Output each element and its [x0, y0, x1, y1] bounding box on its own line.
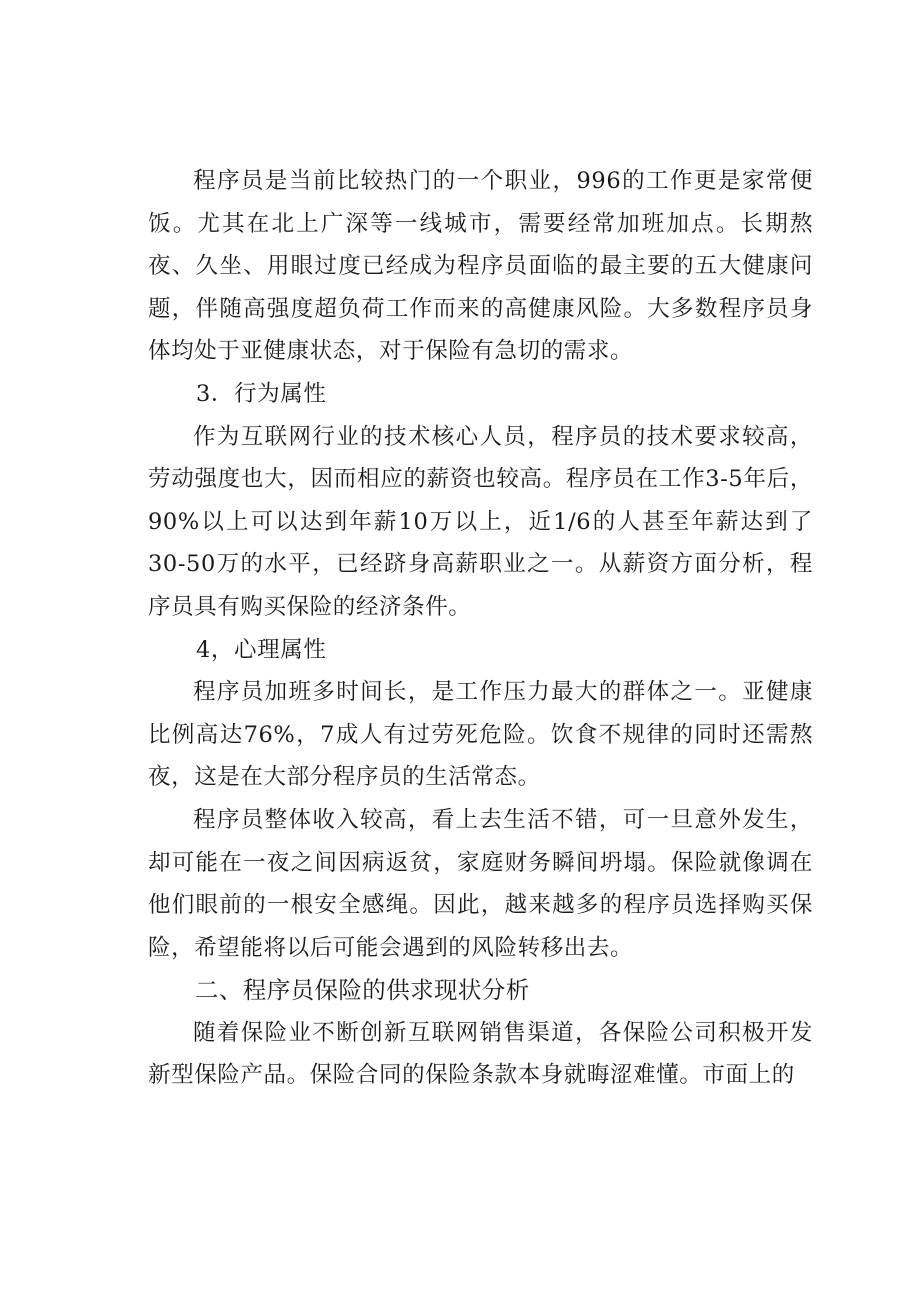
subheading-psychological-attributes: 4，心理属性	[196, 636, 327, 663]
section-heading-supply-demand: 二、程序员保险的供求现状分析	[195, 976, 530, 1005]
paragraph-insurance-need: 程序员整体收入较高，看上去生活不错，可一旦意外发生，却可能在一夜之间因病返贫，家庭财务瞬间坍塌。保险就像调在他们眼前的一根安全感绳。因此，越来越多的程序员选择购买保险，希望能将以后可能会遇到的风险转移出去。	[148, 806, 813, 961]
paragraph-income: 作为互联网行业的技术核心人员，程序员的技术要求较高，劳动强度也大，因而相应的薪资也较高。程序员在工作3-5年后，90%以上可以达到年薪10万以上，近1/6的人甚至年薪达到了30-50万的水平，已经跻身高薪职业之一。从薪资方面分析，程序员具有购买保险的经济条件。	[148, 423, 813, 620]
subheading-behavior-attributes: 3．行为属性	[196, 380, 327, 407]
paragraph-market-products: 随着保险业不断创新互联网销售渠道，各保险公司积极开发新型保险产品。保险合同的保险条款本身就晦涩难懂。市面上的	[148, 1019, 813, 1089]
paragraph-work-pressure: 程序员加班多时间长，是工作压力最大的群体之一。亚健康比例高达76%，7成人有过劳死危险。饮食不规律的同时还需熬夜，这是在大部分程序员的生活常态。	[148, 679, 813, 791]
document-body	[148, 160, 813, 1097]
paragraph-health-risk: 程序员是当前比较热门的一个职业，996的工作更是家常便饭。尤其在北上广深等一线城市，需要经常加班加点。长期熬夜、久坐、用眼过度已经成为程序员面临的最主要的五大健康问题，伴随高强度超负荷工作而来的高健康风险。大多数程序员身体均处于亚健康状态，对于保险有急切的需求。	[148, 168, 813, 365]
